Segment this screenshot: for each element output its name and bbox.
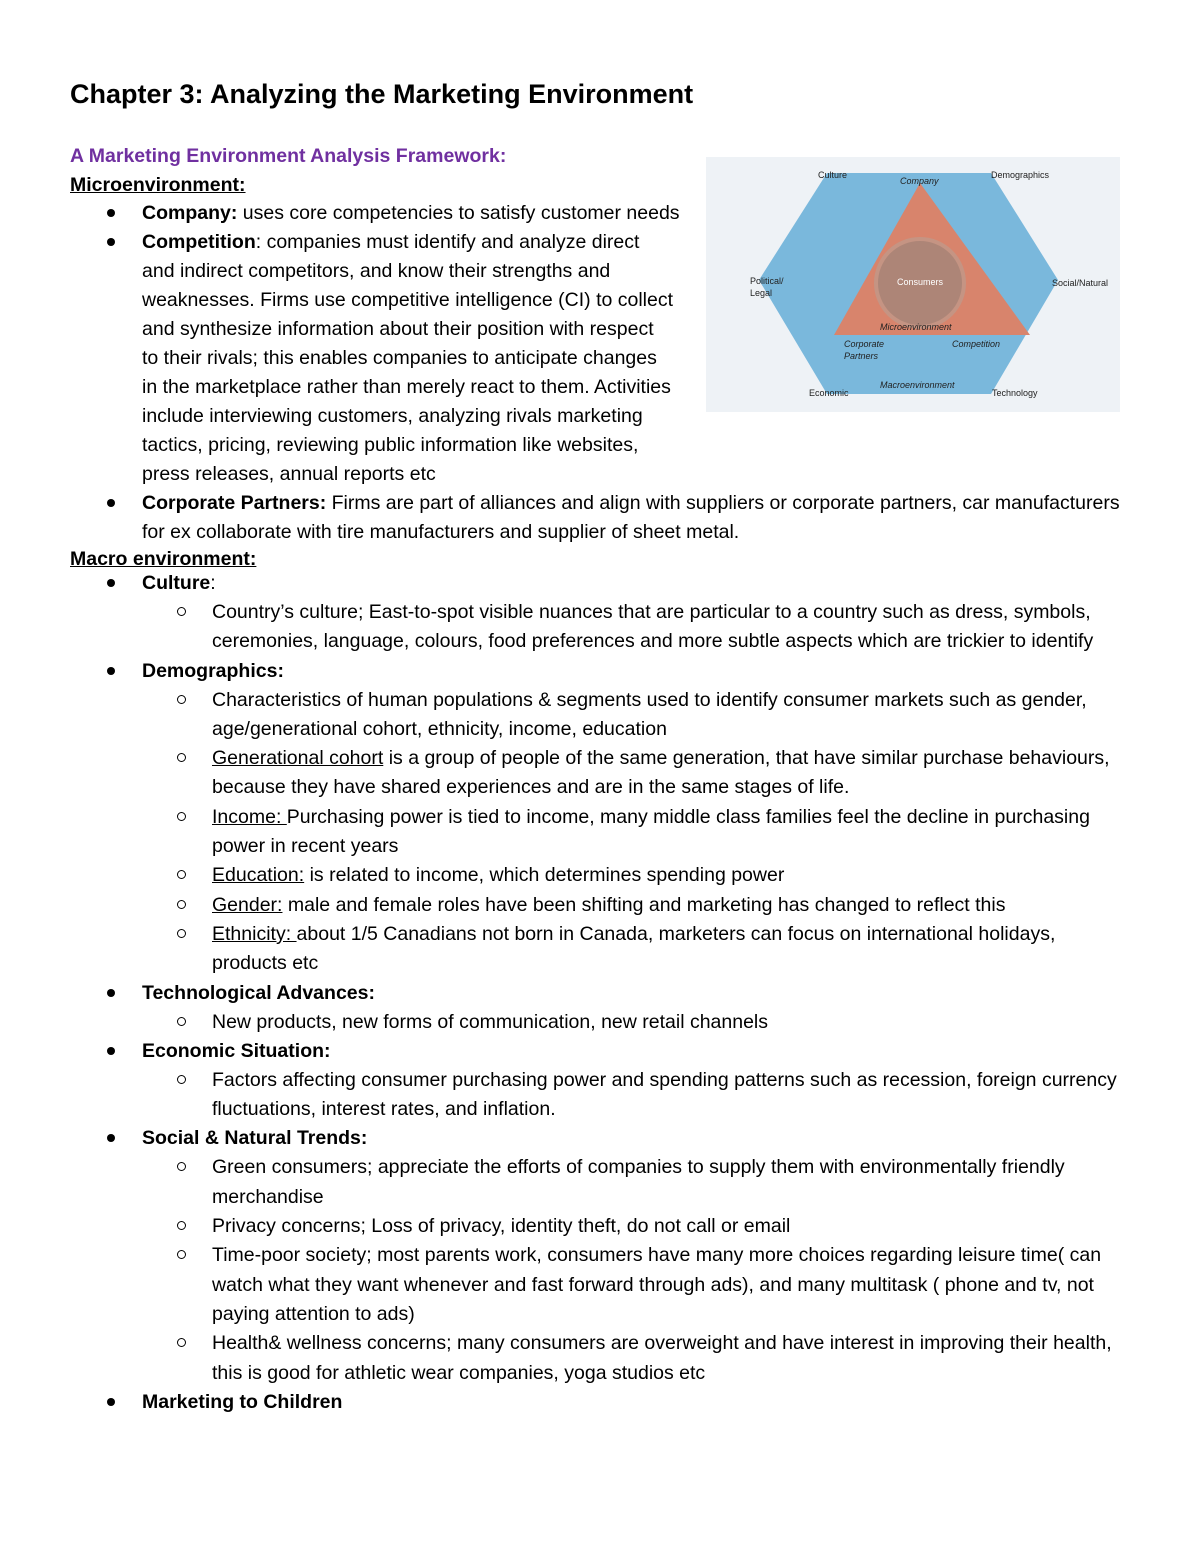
sub-item-text: New products, new forms of communication, new retail channels xyxy=(212,1010,768,1033)
item-label: Culture xyxy=(142,572,211,594)
sub-item xyxy=(70,686,1130,745)
figure-wrap-spacer xyxy=(674,228,1130,432)
circle-bullet-icon xyxy=(177,1075,186,1084)
sub-item-text: male and female roles have been shifting and marketing has changed to reflect this xyxy=(282,893,1006,916)
diagram-label-political: Political/ xyxy=(750,276,784,286)
sub-item xyxy=(70,1212,1130,1241)
framework-heading: A Marketing Environment Analysis Framework: xyxy=(70,145,507,167)
term-education: Education: xyxy=(212,864,305,887)
list-item-corporate-partners xyxy=(70,489,1130,547)
circle-bullet-icon xyxy=(177,812,186,821)
sub-item xyxy=(70,861,1130,890)
list-item-competition xyxy=(70,228,1130,489)
sub-item-text: Characteristics of human populations & segments used to identify consumer markets such as gender, age/generational cohort, ethnicity, income, education xyxy=(212,688,1087,740)
sub-item-text: about 1/5 Canadians not born in Canada, marketers can focus on international holidays, products etc xyxy=(212,922,1056,975)
macroenvironment-heading: Macro environment: xyxy=(70,548,257,570)
list-item-social-natural-trends xyxy=(70,1124,1130,1387)
diagram-label-demographics: Demographics xyxy=(991,170,1050,180)
item-text: : companies must identify and analyze direct and indirect competitors, and know their strengths and weaknesses. Firms use competitive intelligence (CI) to collect and synthesize information about their position with respect to their rivals; this enables companies to anticipate changes in the marketplace rather than merely react to them. Activities include interviewing customers, analyzing rivals marketing tactics, pricing, reviewing public information like websites, press releases, annual reports etc xyxy=(142,231,674,485)
sub-item-text: Privacy concerns; Loss of privacy, identity theft, do not call or email xyxy=(212,1215,791,1238)
circle-bullet-icon xyxy=(177,753,186,762)
item-label: Demographics: xyxy=(142,659,284,682)
sub-item-text: Time-poor society; most parents work, consumers have many more choices regarding leisure time( can watch what they want whenever and fast forward through ads), and many multitask ( phone and tv, not paying attention to ads) xyxy=(212,1244,1102,1325)
circle-bullet-icon xyxy=(177,695,186,704)
list-item-company xyxy=(70,199,1130,228)
sub-item xyxy=(70,1241,1130,1329)
bullet-icon xyxy=(107,1134,115,1142)
sub-item xyxy=(70,1008,1130,1037)
sub-list xyxy=(142,598,1130,657)
bullet-icon xyxy=(107,209,115,217)
diagram-label-legal: Legal xyxy=(750,288,773,298)
diagram-label-partners: Partners xyxy=(844,351,879,361)
sub-item xyxy=(70,1329,1130,1388)
sub-list xyxy=(142,1153,1130,1387)
page-title: Chapter 3: Analyzing the Marketing Environment xyxy=(70,79,694,109)
sub-item xyxy=(70,598,1130,657)
circle-bullet-icon xyxy=(177,900,186,909)
sub-item-text: is a group of people of the same generation, that have similar purchase behaviours, because they have shared experiences and are in the same stages of life. xyxy=(212,747,1110,799)
circle-bullet-icon xyxy=(177,929,186,938)
sub-list xyxy=(142,686,1130,979)
bullet-icon xyxy=(107,238,115,246)
circle-bullet-icon xyxy=(177,1221,186,1230)
diagram-label-technology: Technology xyxy=(992,388,1038,398)
diagram-label-corporate: Corporate xyxy=(844,339,885,349)
diagram-label-macroenvironment: Macroenvironment xyxy=(880,380,955,390)
list-item-culture xyxy=(70,569,1130,657)
circle-bullet-icon xyxy=(177,1250,186,1259)
macroenvironment-list xyxy=(70,569,1130,1417)
sub-item xyxy=(70,920,1130,979)
sub-item-text: is related to income, which determines spending power xyxy=(304,864,785,887)
circle-bullet-icon xyxy=(177,607,186,616)
term-ethnicity: Ethnicity: xyxy=(212,922,297,945)
list-item-marketing-to-children xyxy=(70,1388,1130,1417)
item-text: Firms are part of alliances and align with suppliers or corporate partners, car manufacturers for ex collaborate with tire manufacturers and supplier of sheet metal. xyxy=(142,492,1120,543)
circle-bullet-icon xyxy=(177,1017,186,1026)
circle-bullet-icon xyxy=(177,1162,186,1171)
microenvironment-heading: Microenvironment: xyxy=(70,174,246,196)
list-item-demographics xyxy=(70,657,1130,979)
bullet-icon xyxy=(107,1398,115,1406)
list-item-technological-advances xyxy=(70,979,1130,1037)
item-text: uses core competencies to satisfy customer needs xyxy=(237,202,680,224)
diagram-label-social-natural: Social/Natural xyxy=(1052,278,1109,288)
sub-list xyxy=(142,1008,1130,1037)
item-label: Corporate Partners: xyxy=(142,492,327,514)
diagram-label-consumers: Consumers xyxy=(896,277,944,287)
term-generational-cohort: Generational cohort xyxy=(212,747,384,770)
sub-item xyxy=(70,1066,1130,1125)
diagram-label-microenvironment: Microenvironment xyxy=(880,322,952,332)
sub-item xyxy=(70,744,1130,803)
item-colon: : xyxy=(210,572,216,594)
bullet-icon xyxy=(107,1047,115,1055)
bullet-icon xyxy=(107,499,115,507)
sub-item-text: Factors affecting consumer purchasing power and spending patterns such as recession, foreign currency fluctuations, interest rates, and inflation. xyxy=(212,1068,1117,1121)
item-label: Company: xyxy=(142,202,238,224)
term-income: Income: xyxy=(212,805,287,828)
circle-bullet-icon xyxy=(177,870,186,879)
bullet-icon xyxy=(107,989,115,997)
term-gender: Gender: xyxy=(212,893,283,916)
bullet-icon xyxy=(107,579,115,587)
diagram-label-company: Company xyxy=(900,176,939,186)
diagram-label-culture: Culture xyxy=(818,170,848,180)
sub-item-text: Health& wellness concerns; many consumers are overweight and have interest in improving their health, this is good for athletic wear companies, yoga studios etc xyxy=(212,1332,1112,1384)
bullet-icon xyxy=(107,667,115,675)
item-label: Social & Natural Trends: xyxy=(142,1127,368,1150)
item-label: Economic Situation: xyxy=(142,1039,331,1062)
list-item-economic-situation xyxy=(70,1037,1130,1125)
diagram-label-competition: Competition xyxy=(952,339,1001,349)
sub-item xyxy=(70,803,1130,862)
circle-bullet-icon xyxy=(177,1338,186,1347)
item-label: Technological Advances: xyxy=(142,981,375,1004)
sub-item-text: Green consumers; appreciate the efforts of companies to supply them with environmentally friendly merchandise xyxy=(212,1156,1065,1208)
sub-item-text: Country’s culture; East-to-spot visible nuances that are particular to a country such as dress, symbols, ceremonies, language, colours, food preferences and more subtle aspects which are trickier to identify xyxy=(212,601,1094,653)
sub-item-text: Purchasing power is tied to income, many middle class families feel the decline in purchasing power in recent years xyxy=(212,805,1090,858)
sub-item xyxy=(70,1153,1130,1212)
diagram-label-economic: Economic xyxy=(809,388,849,398)
sub-list xyxy=(142,1066,1130,1125)
item-label: Competition xyxy=(142,231,256,253)
sub-item xyxy=(70,891,1130,920)
item-label: Marketing to Children xyxy=(142,1390,343,1413)
microenvironment-list xyxy=(70,199,1130,547)
